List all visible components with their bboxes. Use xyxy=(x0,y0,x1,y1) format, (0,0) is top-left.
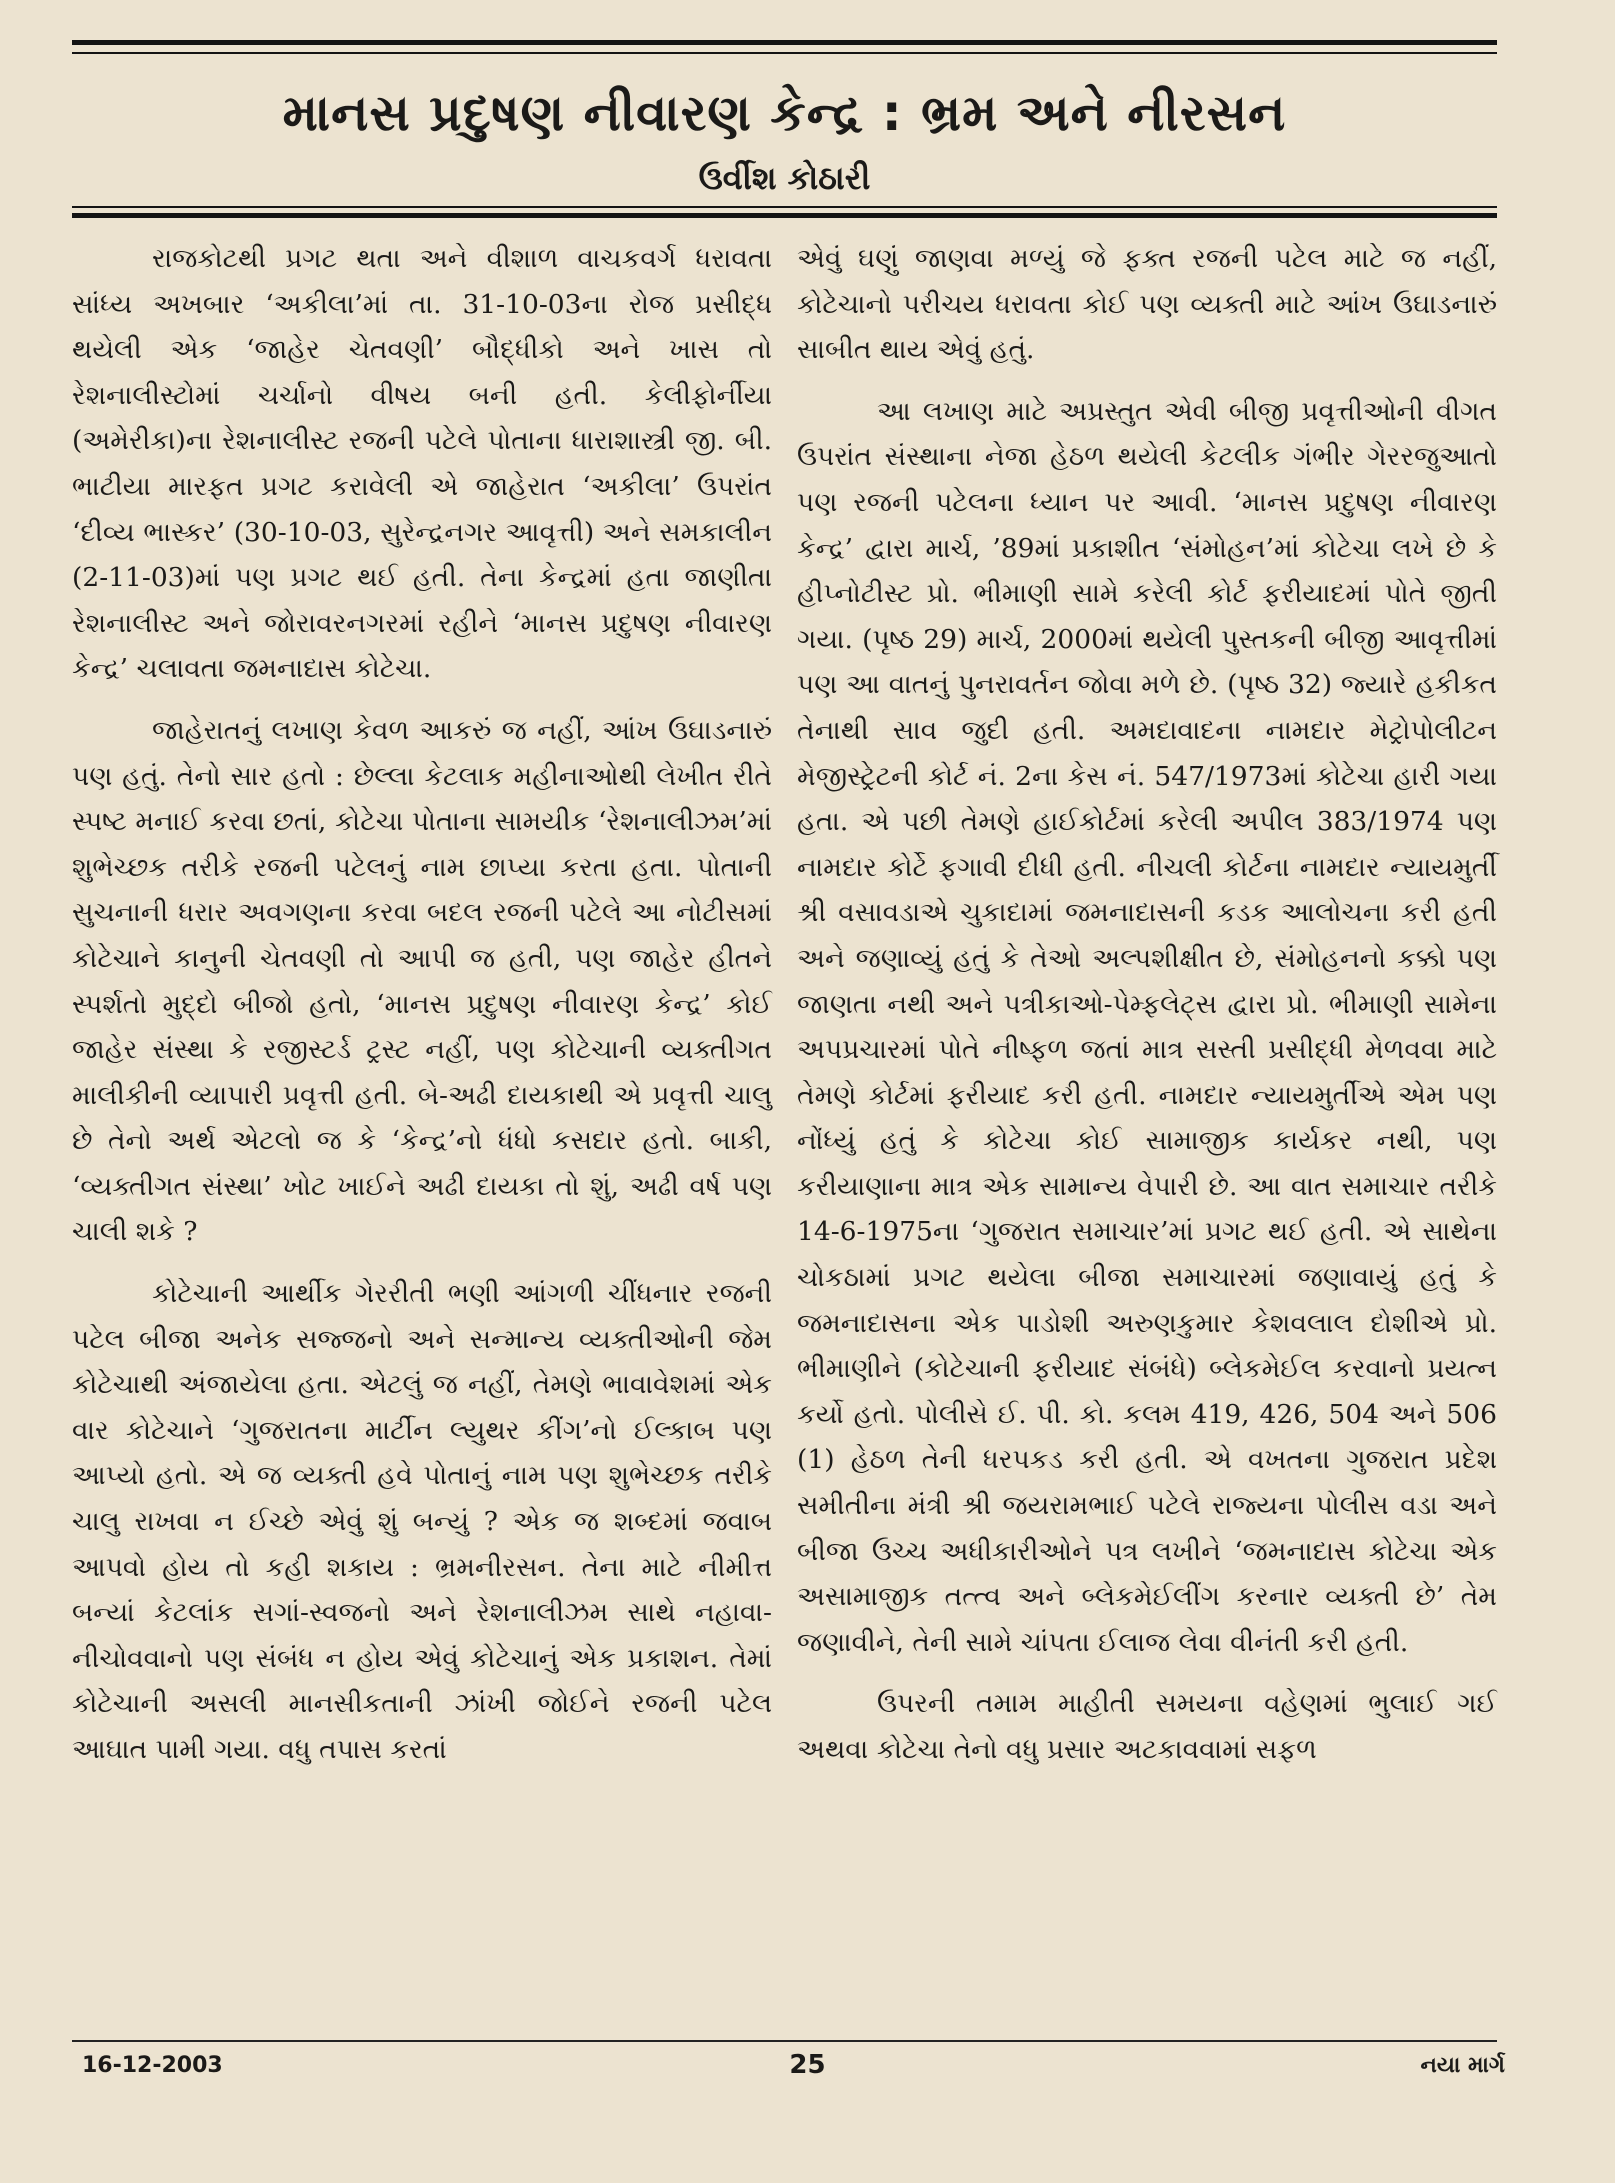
paragraph: જાહેરાતનું લખાણ કેવળ આકરું જ નહીં, આંખ ઉઘાડનારું પણ હતું. તેનો સાર હતો : છેલ્લા કેટલાક મહીનાઓથી લેખીત રીતે સ્પષ્ટ મનાઈ કરવા છતાં, કોટેચા પોતાના સામયીક ‘રેશનાલીઝમ’માં શુભેચ્છક તરીકે રજની પટેલનું નામ છાપ્યા કરતા હતા. પોતાની સુચનાની ધરાર અવગણના કરવા બદલ રજની પટેલે આ નોટીસમાં કોટેચાને કાનુની ચેતવણી તો આપી જ હતી, પણ જાહેર હીતને સ્પર્શતો મુદ્દો બીજો હતો, ‘માનસ પ્રદુષણ નીવારણ કેન્દ્ર’ કોઈ જાહેર સંસ્થા કે રજીસ્ટર્ડ ટ્રસ્ટ નહીં, પણ કોટેચાની વ્યક્તીગત માલીકીની વ્યાપારી પ્રવૃત્તી હતી. બે-અઢી દાયકાથી એ પ્રવૃત્તી ચાલુ છે તેનો અર્થ એટલો જ કે ‘કેન્દ્ર’નો ધંધો કસદાર હતો. બાકી, ‘વ્યક્તીગત સંસ્થા’ ખોટ ખાઈને અઢી દાયકા તો શું, અઢી વર્ષ પણ ચાલી શકે ? xyxy=(72,714,772,1248)
paragraph: રાજકોટથી પ્રગટ થતા અને વીશાળ વાચકવર્ગ ધરાવતા સાંધ્ય અખબાર ‘અકીલા’માં તા. 31-10-03ના રોજ પ્રસીદ્ધ થયેલી એક ‘જાહેર ચેતવણી’ બૌદ્ધીકો અને ખાસ તો રેશનાલીસ્ટોમાં ચર્ચાનો વીષય બની હતી. કેલીફોર્નીયા (અમેરીકા)ના રેશનાલીસ્ટ રજની પટેલે પોતાના ધારાશાસ્ત્રી જી. બી. ભાટીયા મારફત પ્રગટ કરાવેલી એ જાહેરાત ‘અકીલા’ ઉપરાંત ‘દીવ્ય ભાસ્કર’ (30-10-03, સુરેન્દ્રનગર આવૃત્તી) અને સમકાલીન (2-11-03)માં પણ પ્રગટ થઈ હતી. તેના કેન્દ્રમાં હતા જાણીતા રેશનાલીસ્ટ અને જોરાવરનગરમાં રહીને ‘માનસ પ્રદુષણ નીવારણ કેન્દ્ર’ ચલાવતા જમનાદાસ કોટેચા. xyxy=(72,243,772,685)
top-rule-thin xyxy=(72,52,1497,54)
left-column xyxy=(72,236,772,1773)
right-column xyxy=(797,236,1497,1773)
top-rule-thick xyxy=(72,40,1497,45)
header-rule-thick xyxy=(72,213,1497,218)
magazine-name: નયા માર્ગ xyxy=(1420,2053,1505,2078)
paragraph: ઉપરની તમામ માહીતી સમયના વહેણમાં ભુલાઈ ગઈ અથવા કોટેચા તેનો વધુ પ્રસાર અટકાવવામાં સફળ xyxy=(797,1688,1497,1765)
article-title: માનસ પ્રદુષણ નીવારણ કેન્દ્ર : ભ્રમ અને નીરસન xyxy=(282,84,1287,142)
page-number: 25 xyxy=(789,2050,826,2080)
paragraph: આ લખાણ માટે અપ્રસ્તુત એવી બીજી પ્રવૃત્તીઓની વીગત ઉપરાંત સંસ્થાના નેજા હેઠળ થયેલી કેટલીક ગંભીર ગેરરજુઆતો પણ રજની પટેલના ધ્યાન પર આવી. ‘માનસ પ્રદુષણ નીવારણ કેન્દ્ર’ દ્વારા માર્ચ, ’89માં પ્રકાશીત ‘સંમોહન’માં કોટેચા લખે છે કે હીપ્નોટીસ્ટ પ્રો. ભીમાણી સામે કરેલી કોર્ટ ફરીયાદમાં પોતે જીતી ગયા. (પૃષ્ઠ 29) માર્ચ, 2000માં થયેલી પુસ્તકની બીજી આવૃત્તીમાં પણ આ વાતનું પુનરાવર્તન જોવા મળે છે. (પૃષ્ઠ 32) જ્યારે હકીકત તેનાથી સાવ જુદી હતી. અમદાવાદના નામદાર મેટ્રોપોલીટન મેજીસ્ટ્રેટની કોર્ટ નં. 2ના કેસ નં. 547/1973માં કોટેચા હારી ગયા હતા. એ પછી તેમણે હાઈકોર્ટમાં કરેલી અપીલ 383/1974 પણ નામદાર કોર્ટે ફગાવી દીધી હતી. નીચલી કોર્ટના નામદાર ન્યાયમુર્તી શ્રી વસાવડાએ ચુકાદામાં જમનાદાસની કડક આલોચના કરી હતી અને જણાવ્યું હતું કે તેઓ અલ્પશીક્ષીત છે, સંમોહનનો કક્કો પણ જાણતા નથી અને પત્રીકાઓ-પેમ્ફલેટ્સ દ્વારા પ્રો. ભીમાણી સામેના અપપ્રચારમાં પોતે નીષ્ફળ જતાં માત્ર સસ્તી પ્રસીદ્ધી મેળવવા માટે તેમણે કોર્ટમાં ફરીયાદ કરી હતી. નામદાર ન્યાયમુર્તીએ એમ પણ નોંધ્યું હતું કે કોટેચા કોઈ સામાજીક કાર્યકર નથી, પણ કરીયાણાના માત્ર એક સામાન્ય વેપારી છે. આ વાત સમાચાર તરીકે 14-6-1975ના ‘ગુજરાત સમાચાર’માં પ્રગટ થઈ હતી. એ સાથેના ચોકઠામાં પ્રગટ થયેલા બીજા સમાચારમાં જણાવાયું હતું કે જમનાદાસના એક પાડોશી અરુણકુમાર કેશવલાલ દોશીએ પ્રો. ભીમાણીને (કોટેચાની ફરીયાદ સંબંધે) બ્લેકમેઈલ કરવાનો પ્રયત્ન કર્યો હતો. પોલીસે ઈ. પી. કો. કલમ 419, 426, 504 અને 506 (1) હેઠળ તેની ધરપકડ કરી હતી. એ વખતના ગુજરાત પ્રદેશ સમીતીના મંત્રી શ્રી જયરામભાઈ પટેલે રાજ્યના પોલીસ વડા અને બીજા ઉચ્ચ અધીકારીઓને પત્ર લખીને ‘જમનાદાસ કોટેચા એક અસામાજીક તત્ત્વ અને બ્લેકમેઈલીંગ કરનાર વ્યક્તી છે’ તેમ જણાવીને, તેની સામે ચાંપતા ઈલાજ લેવા વીનંતી કરી હતી. xyxy=(797,395,1497,1658)
issue-date: 16-12-2003 xyxy=(82,2053,223,2078)
paragraph: કોટેચાની આર્થીક ગેરરીતી ભણી આંગળી ચીંધનાર રજની પટેલ બીજા અનેક સજ્જનો અને સન્માન્ય વ્યક્તીઓની જેમ કોટેચાથી અંજાયેલા હતા. એટલું જ નહીં, તેમણે ભાવાવેશમાં એક વાર કોટેચાને ‘ગુજરાતના માર્ટીન લ્યુથર કીંગ’નો ઈલ્કાબ પણ આપ્યો હતો. એ જ વ્યક્તી હવે પોતાનું નામ પણ શુભેચ્છક તરીકે ચાલુ રાખવા ન ઈચ્છે એવું શું બન્યું ? એક જ શબ્દમાં જવાબ આપવો હોય તો કહી શકાય : ભ્રમનીરસન. તેના માટે નીમીત્ત બન્યાં કેટલાંક સગાં-સ્વજનો અને રેશનાલીઝમ સાથે નહાવા-નીચોવવાનો પણ સંબંધ ન હોય એવું કોટેચાનું એક પ્રકાશન. તેમાં કોટેચાની અસલી માનસીકતાની ઝાંખી જોઈને રજની પટેલ આઘાત પામી ગયા. વધુ તપાસ કરતાં xyxy=(72,1278,772,1765)
header-rule-thin xyxy=(72,206,1497,208)
footer-rule xyxy=(72,2040,1497,2042)
paragraph: એવું ઘણું જાણવા મળ્યું જે ફક્ત રજની પટેલ માટે જ નહીં, કોટેચાનો પરીચય ધરાવતા કોઈ પણ વ્યક્તી માટે આંખ ઉઘાડનારું સાબીત થાય એવું હતું. xyxy=(797,243,1497,366)
article-author: ઉર્વીશ કોઠારી xyxy=(698,159,871,197)
